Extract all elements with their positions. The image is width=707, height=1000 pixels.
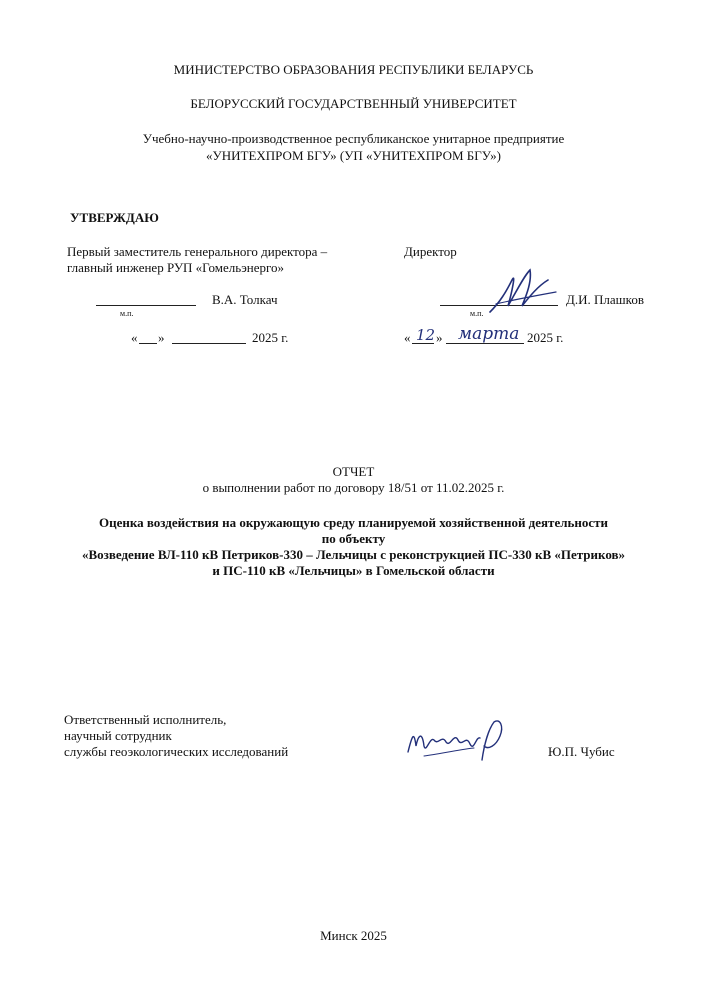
- right-date-month-line: [446, 343, 524, 344]
- left-signatory-name: В.А. Толкач: [212, 292, 278, 307]
- right-signatory-name: Д.И. Плашков: [566, 292, 644, 307]
- left-position-line-1: Первый заместитель генерального директора –: [67, 244, 328, 259]
- executor-signature-icon: [404, 716, 514, 766]
- executor-name: Ю.П. Чубис: [548, 744, 615, 759]
- footer-city-year: Минск 2025: [320, 928, 387, 943]
- report-subtitle: о выполнении работ по договору 18/51 от 11.02.2025 г.: [202, 480, 505, 495]
- left-date-year: 2025 г.: [252, 330, 289, 345]
- executor-line-1: Ответственный исполнитель,: [64, 712, 227, 727]
- left-position-line-2: главный инженер РУП «Гомельэнерго»: [67, 260, 285, 275]
- right-position: Директор: [404, 244, 457, 259]
- right-date-day-line: [412, 343, 434, 344]
- report-title: ОТЧЕТ: [332, 464, 375, 479]
- topic-line-3: «Возведение ВЛ-110 кВ Петриков-330 – Лельчицы с реконструкцией ПС-330 кВ «Петриков»: [81, 547, 626, 562]
- university-name: БЕЛОРУССКИЙ ГОСУДАРСТВЕННЫЙ УНИВЕРСИТЕТ: [190, 96, 517, 111]
- right-date-year: 2025 г.: [527, 330, 564, 345]
- right-date-open: «: [404, 330, 411, 345]
- ministry-name: МИНИСТЕРСТВО ОБРАЗОВАНИЯ РЕСПУБЛИКИ БЕЛАРУСЬ: [173, 62, 534, 77]
- enterprise-line-1: Учебно-научно-производственное республиканское унитарное предприятие: [142, 131, 565, 146]
- left-date-close: »: [158, 330, 165, 345]
- right-date-day: 12: [416, 326, 436, 344]
- left-date-open: «: [131, 330, 138, 345]
- right-date-close: »: [436, 330, 443, 345]
- left-stamp-label: м.п.: [120, 309, 134, 318]
- right-stamp-label: м.п.: [470, 309, 484, 318]
- left-date-month-line: [172, 343, 246, 344]
- enterprise-line-2: «УНИТЕХПРОМ БГУ» (УП «УНИТЕХПРОМ БГУ»): [206, 148, 501, 163]
- right-date-month: марта: [458, 324, 520, 344]
- topic-line-2: по объекту: [321, 531, 386, 546]
- topic-line-1: Оценка воздействия на окружающую среду планируемой хозяйственной деятельности: [98, 515, 609, 530]
- left-date-day-line: [139, 343, 157, 344]
- director-signature-icon: [482, 262, 562, 322]
- executor-line-3: службы геоэкологических исследований: [64, 744, 289, 759]
- topic-line-4: и ПС-110 кВ «Лельчицы» в Гомельской области: [212, 563, 495, 578]
- executor-line-2: научный сотрудник: [64, 728, 172, 743]
- left-signature-line: [96, 305, 196, 306]
- approval-heading: УТВЕРЖДАЮ: [70, 210, 159, 225]
